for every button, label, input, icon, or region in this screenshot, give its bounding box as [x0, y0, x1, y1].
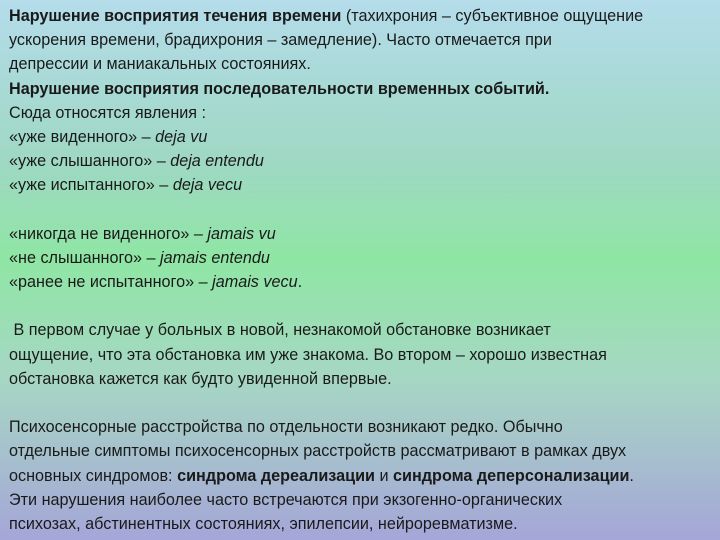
list-item-jamais-entendu — [9, 246, 715, 270]
term-ru: «не слышанного» – — [9, 248, 161, 267]
paragraph-explanation-line-3: обстановка кажется как будто увиденной впервые. — [9, 369, 392, 388]
list-item-deja-entendu — [9, 149, 715, 173]
heading-event-sequence: Нарушение восприятия последовательности временных событий. — [9, 79, 550, 98]
term-ru: «уже виденного» – — [9, 127, 156, 146]
paragraph-psychosensory-line-2: отдельные симптомы психосенсорных расстройств рассматривают в рамках двух — [9, 442, 627, 461]
term-fr: jamais vu — [207, 224, 276, 243]
paragraph-psychosensory-line-4: Эти нарушения наиболее часто встречаются при экзогенно-органических — [9, 490, 563, 509]
heading-time-flow: Нарушение восприятия течения времени — [9, 7, 342, 25]
list-item-deja-vecu — [9, 173, 715, 197]
term-ru: «уже слышанного» – — [9, 152, 171, 171]
term-fr: deja vecu — [172, 176, 243, 195]
list-item-jamais-vecu — [9, 270, 715, 294]
spacer — [9, 198, 715, 222]
paragraph-explanation-line-2: ощущение, что эта обстановка им уже знакома. Во втором – хорошо известная — [9, 345, 607, 364]
term-ru: «уже испытанного» – — [9, 176, 173, 195]
list-item-jamais-vu — [9, 222, 715, 246]
term-ru: «ранее не испытанного» – — [9, 273, 213, 292]
paragraph-psychosensory-line-5: психозах, абстинентных состояниях, эпилепсии, нейроревматизме. — [9, 514, 518, 533]
paragraph-time-perception-line-1 — [9, 4, 715, 28]
text-span: основных синдромов: — [9, 466, 178, 485]
list-item-deja-vu — [9, 125, 715, 149]
paragraph-time-perception-line-3: депрессии и маниакальных состояниях. — [9, 55, 311, 74]
term-fr: deja entendu — [170, 152, 264, 171]
paragraph-psychosensory-line-1: Психосенсорные расстройства по отдельности возникают редко. Обычно — [9, 418, 563, 437]
term-ru: «никогда не виденного» – — [9, 224, 208, 243]
term-fr: jamais vecu — [212, 273, 298, 292]
paragraph-time-perception-line-2: ускорения времени, брадихрония – замедление). Часто отмечается при — [9, 31, 552, 50]
slide-text — [9, 4, 715, 536]
period: . — [629, 466, 634, 485]
paragraph-explanation-line-1: В первом случае у больных в новой, незнакомой обстановке возникает — [9, 321, 551, 340]
phenomena-intro: Сюда относятся явления : — [9, 103, 207, 122]
paragraph-psychosensory-line-3 — [9, 464, 715, 488]
term-depersonalization: синдрома деперсонализации — [393, 466, 630, 485]
term-derealization: синдрома дереализации — [177, 466, 375, 485]
text-span: (тахихрония – субъективное ощущение — [341, 7, 644, 25]
term-fr: deja vu — [155, 127, 208, 146]
term-fr: jamais entendu — [160, 248, 270, 267]
spacer — [9, 391, 715, 415]
period: . — [297, 273, 303, 292]
text-span: и — [375, 466, 394, 485]
spacer — [9, 294, 715, 318]
